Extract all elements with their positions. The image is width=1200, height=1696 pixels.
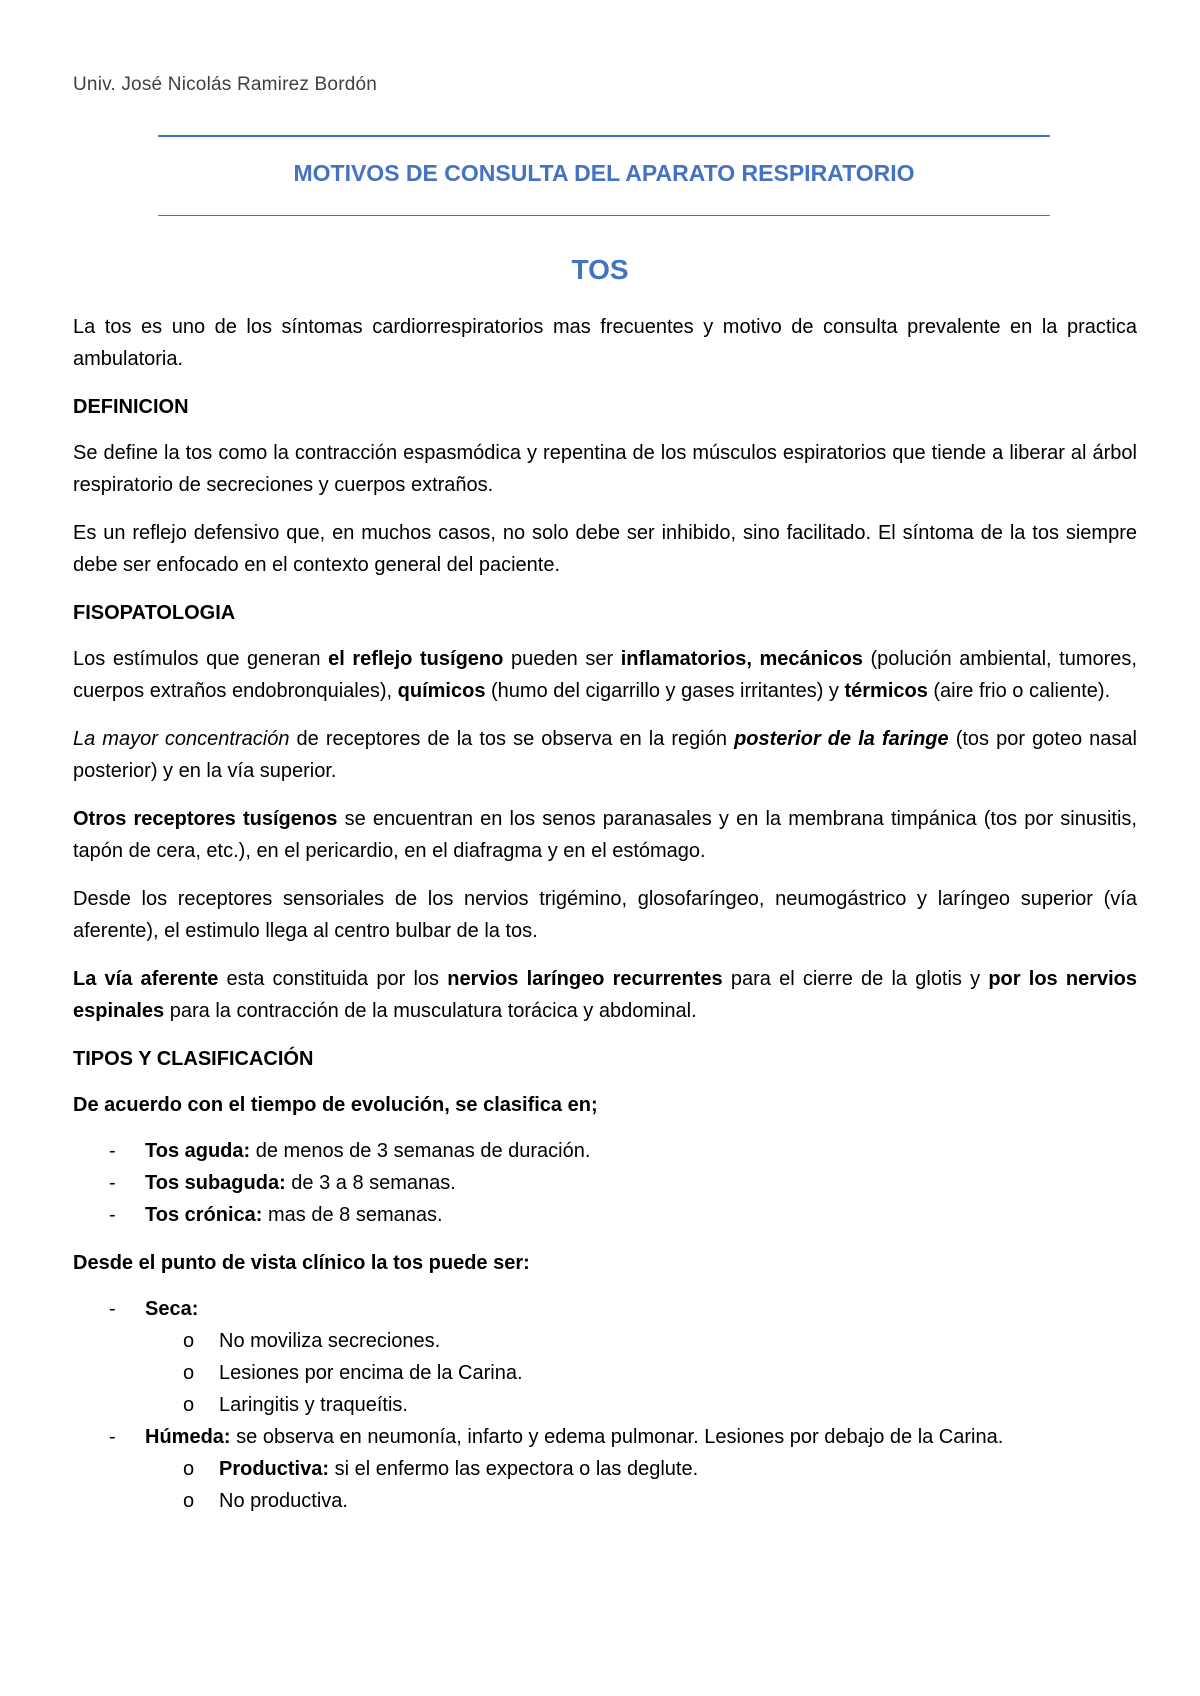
fisiopatologia-paragraph-1: Los estímulos que generan el reflejo tusígeno pueden ser inflamatorios, mecánicos (polución ambiental, tumores, cuerpos extraños endobronquiales), químicos (humo del cigarrillo y gases irritantes) y térmicos (aire frio o caliente). [73, 648, 1137, 702]
humeda-sublist [145, 1453, 1137, 1517]
title-rule-top [158, 135, 1050, 137]
clinico-heading: Desde el punto de vista clínico la tos puede ser: [73, 1252, 530, 1274]
fisiopatologia-paragraph-3: Otros receptores tusígenos se encuentran en los senos paranasales y en la membrana timpánica (tos por sinusitis, tapón de cera, etc.), en el pericardio, en el diafragma y en el estómago. [73, 808, 1137, 862]
list-item: - Tos crónica: mas de 8 semanas. [109, 1204, 443, 1226]
definicion-heading: DEFINICION [73, 396, 189, 418]
clinico-list [73, 1293, 1137, 1517]
list-item-seca: - Seca: o No moviliza secreciones. o Lesiones por encima de la Carina. o Laringitis y traqueítis. [73, 1293, 1137, 1421]
title-rule-bottom [158, 215, 1050, 216]
fisiopatologia-paragraph-5: La vía aferente esta constituida por los nervios laríngeo recurrentes para el cierre de la glotis y por los nervios espinales para la contracción de la musculatura torácica y abdominal. [73, 968, 1137, 1022]
list-item: - Tos aguda: de menos de 3 semanas de duración. [109, 1140, 591, 1162]
author-header: Univ. José Nicolás Ramirez Bordón [73, 74, 378, 95]
sublist-item: o Laringitis y traqueítis. [183, 1394, 408, 1416]
seca-sublist [145, 1325, 1137, 1421]
definicion-paragraph-2: Es un reflejo defensivo que, en muchos casos, no solo debe ser inhibido, sino facilitado. El síntoma de la tos siempre debe ser enfocado en el contexto general del paciente. [73, 522, 1137, 576]
sublist-item: o Lesiones por encima de la Carina. [183, 1362, 523, 1384]
tipos-heading: TIPOS Y CLASIFICACIÓN [73, 1048, 314, 1070]
sublist-item: o Productiva: si el enfermo las expectora o las deglute. [183, 1458, 699, 1480]
list-item: - Tos subaguda: de 3 a 8 semanas. [109, 1172, 456, 1194]
sublist-item: o No moviliza secreciones. [183, 1330, 441, 1352]
document-title: MOTIVOS DE CONSULTA DEL APARATO RESPIRATORIO [293, 160, 915, 186]
document-body [73, 311, 1137, 1533]
evolucion-heading: De acuerdo con el tiempo de evolución, se clasifica en; [73, 1094, 598, 1116]
list-item-humeda: - Húmeda: se observa en neumonía, infarto y edema pulmonar. Lesiones por debajo de la Carina. o Productiva: si el enfermo las expectora o las deglute. o No productiva. [73, 1421, 1137, 1517]
fisiopatologia-paragraph-4: Desde los receptores sensoriales de los nervios trigémino, glosofaríngeo, neumogástrico y laríngeo superior (vía aferente), el estimulo llega al centro bulbar de la tos. [73, 888, 1137, 942]
sublist-item: o No productiva. [183, 1490, 348, 1512]
fisiopatologia-paragraph-2: La mayor concentración de receptores de la tos se observa en la región posterior de la faringe (tos por goteo nasal posterior) y en la vía superior. [73, 728, 1137, 782]
evolucion-list [73, 1135, 1137, 1231]
section-title: TOS [571, 254, 629, 285]
definicion-paragraph-1: Se define la tos como la contracción espasmódica y repentina de los músculos espiratorios que tiende a liberar al árbol respiratorio de secreciones y cuerpos extraños. [73, 442, 1137, 496]
intro-paragraph: La tos es uno de los síntomas cardiorrespiratorios mas frecuentes y motivo de consulta prevalente en la practica ambulatoria. [73, 316, 1137, 370]
fisiopatologia-heading: FISOPATOLOGIA [73, 602, 236, 624]
